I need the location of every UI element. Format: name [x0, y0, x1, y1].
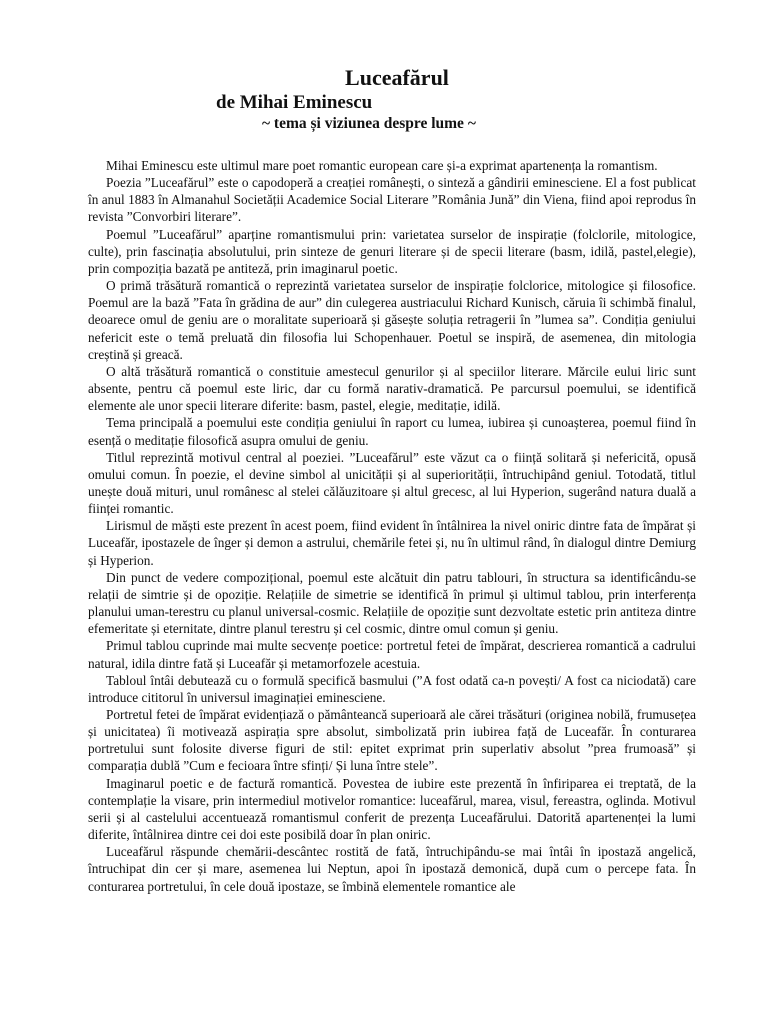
- paragraph: Lirismul de măști este prezent în acest poem, fiind evident în întâlnirea la nivel oniric dintre fata de împărat și Luceafăr, ipostazele de înger și demon a astrului, chemările fetei și, nu în ultimul rând, în dialogul dintre Demiurg și Hyperion.: [88, 518, 696, 568]
- document-title: Luceafărul: [345, 65, 449, 90]
- paragraph: Primul tablou cuprinde mai multe secvențe poetice: portretul fetei de împărat, descrierea romantică a cadrului natural, idila dintre fată și Luceafăr și metamorfozele acestuia.: [88, 638, 696, 671]
- document-body: [88, 157, 696, 895]
- paragraph: Luceafărul răspunde chemării-descântec rostită de fată, întruchipându-se mai întâi în ipostază angelică, întruchipat din cer și mare, asemenea lui Neptun, apoi în ipostază demonică, după cum o percepe fata. În conturarea portretului, în cele două ipostaze, se îmbină elementele romantice ale: [88, 844, 696, 894]
- paragraph: Mihai Eminescu este ultimul mare poet romantic european care și-a exprimat apartenența la romantism.: [106, 158, 658, 173]
- paragraph: Tema principală a poemului este condiția geniului în raport cu lumea, iubirea și cunoașterea, poemul fiind în esență o meditație filosofică asupra omului de geniu.: [88, 415, 696, 448]
- paragraph: O altă trăsătură romantică o constituie amestecul genurilor și al speciilor literare. Mărcile eului liric sunt absente, pentru că poemul este liric, dar cu formă narativ-dramatică. Pe parcursul poemului, se identifică elemente ale unor specii literare diferite: basm, pastel, elegie, meditație, idilă.: [88, 363, 696, 414]
- document-page: [88, 64, 696, 895]
- paragraph: Imaginarul poetic e de factură romantică. Povestea de iubire este prezentă în înfiriparea ei treptată, de la contemplație la visare, prin intermediul motivelor romantice: luceafărul, marea, visul, fereastra, oglinda. Motivul serii și al castelului accentuează romantismul conferit de prezența Luceafărului. Datorită apartenenței la lumi diferite, întâlnirea dintre cei doi este posibilă doar în plan oniric.: [88, 775, 696, 843]
- document-subtitle: ~ tema și viziunea despre lume ~: [262, 115, 476, 132]
- paragraph: Portretul fetei de împărat evidențiază o pământeancă superioară ale cărei trăsături (originea nobilă, frumusețea și unicitatea) îi motivează aspirația spre absolut, simbolizată prin iubirea față de Luceafăr. În conturarea portretului sunt folosite diverse figuri de stil: epitet exprimat prin superlativ absolut ”prea frumoasă” și comparația dublă ”Cum e fecioara între sfinți/ Și luna între stele”.: [88, 707, 696, 774]
- paragraph: O primă trăsătură romantică o reprezintă varietatea surselor de inspirație folclorice, mitologice și filosofice. Poemul are la bază ”Fata în grădina de aur” din culegerea austriacului Richard Kunisch, căruia îi schimbă finalul, deoarece omul de geniu are o moralitate superioară și găsește soluția retragerii în ”lumea sa”. Condiția geniului nefericit este o temă preluată din filosofia lui Schopenhauer. Poetul se inspiră, de asemenea, din mitologia creștină și greacă.: [88, 278, 696, 362]
- paragraph: Din punct de vedere compozițional, poemul este alcătuit din patru tablouri, în structura sa identificându-se relații de simtrie și de opoziție. Relațiile de simetrie se identifică în primul și ultimul tablou, prin interferența planului uman-terestru cu planul universal-cosmic. Relațiile de opoziție sunt dezvoltate estetic prin antiteza dintre efemeritate și eternitate, dintre planul terestru și cel cosmic, dintre omul comun și geniu.: [88, 569, 696, 637]
- paragraph: Titlul reprezintă motivul central al poeziei. ”Luceafărul” este văzut ca o ființă solitară și nefericită, opusă omului comun. În poezie, el devine simbol al unicității și al superiorității, întruchipând geniul. Totodată, titlul unește două mituri, unul românesc al stelei călăuzitoare și altul grecesc, al lui Hyperion, sugerând natura duală a ființei romantic.: [88, 449, 696, 517]
- paragraph: Poezia ”Luceafărul” este o capodoperă a creației românești, o sinteză a gândirii eminesciene. El a fost publicat în anul 1883 în Almanahul Societății Academice Social Literare ”România Jună” din Viena, fiind apoi reprodus în revista ”Convorbiri literare”.: [88, 175, 696, 225]
- document-author: de Mihai Eminescu: [216, 92, 373, 113]
- paragraph: Tabloul întâi debutează cu o formulă specifică basmului (”A fost odată ca-n povești/ A fost ca niciodată) care introduce cititorul în universul imaginației eminesciene.: [88, 672, 696, 705]
- paragraph: Poemul ”Luceafărul” aparține romantismului prin: varietatea surselor de inspirație (folclorile, mitologice, culte), prin fascinația absolutului, prin sinteze de genuri literare și de specii literare (basm, idilă, pastel,elegie), prin compoziția bazată pe antiteză, prin imaginarul poetic.: [88, 226, 696, 276]
